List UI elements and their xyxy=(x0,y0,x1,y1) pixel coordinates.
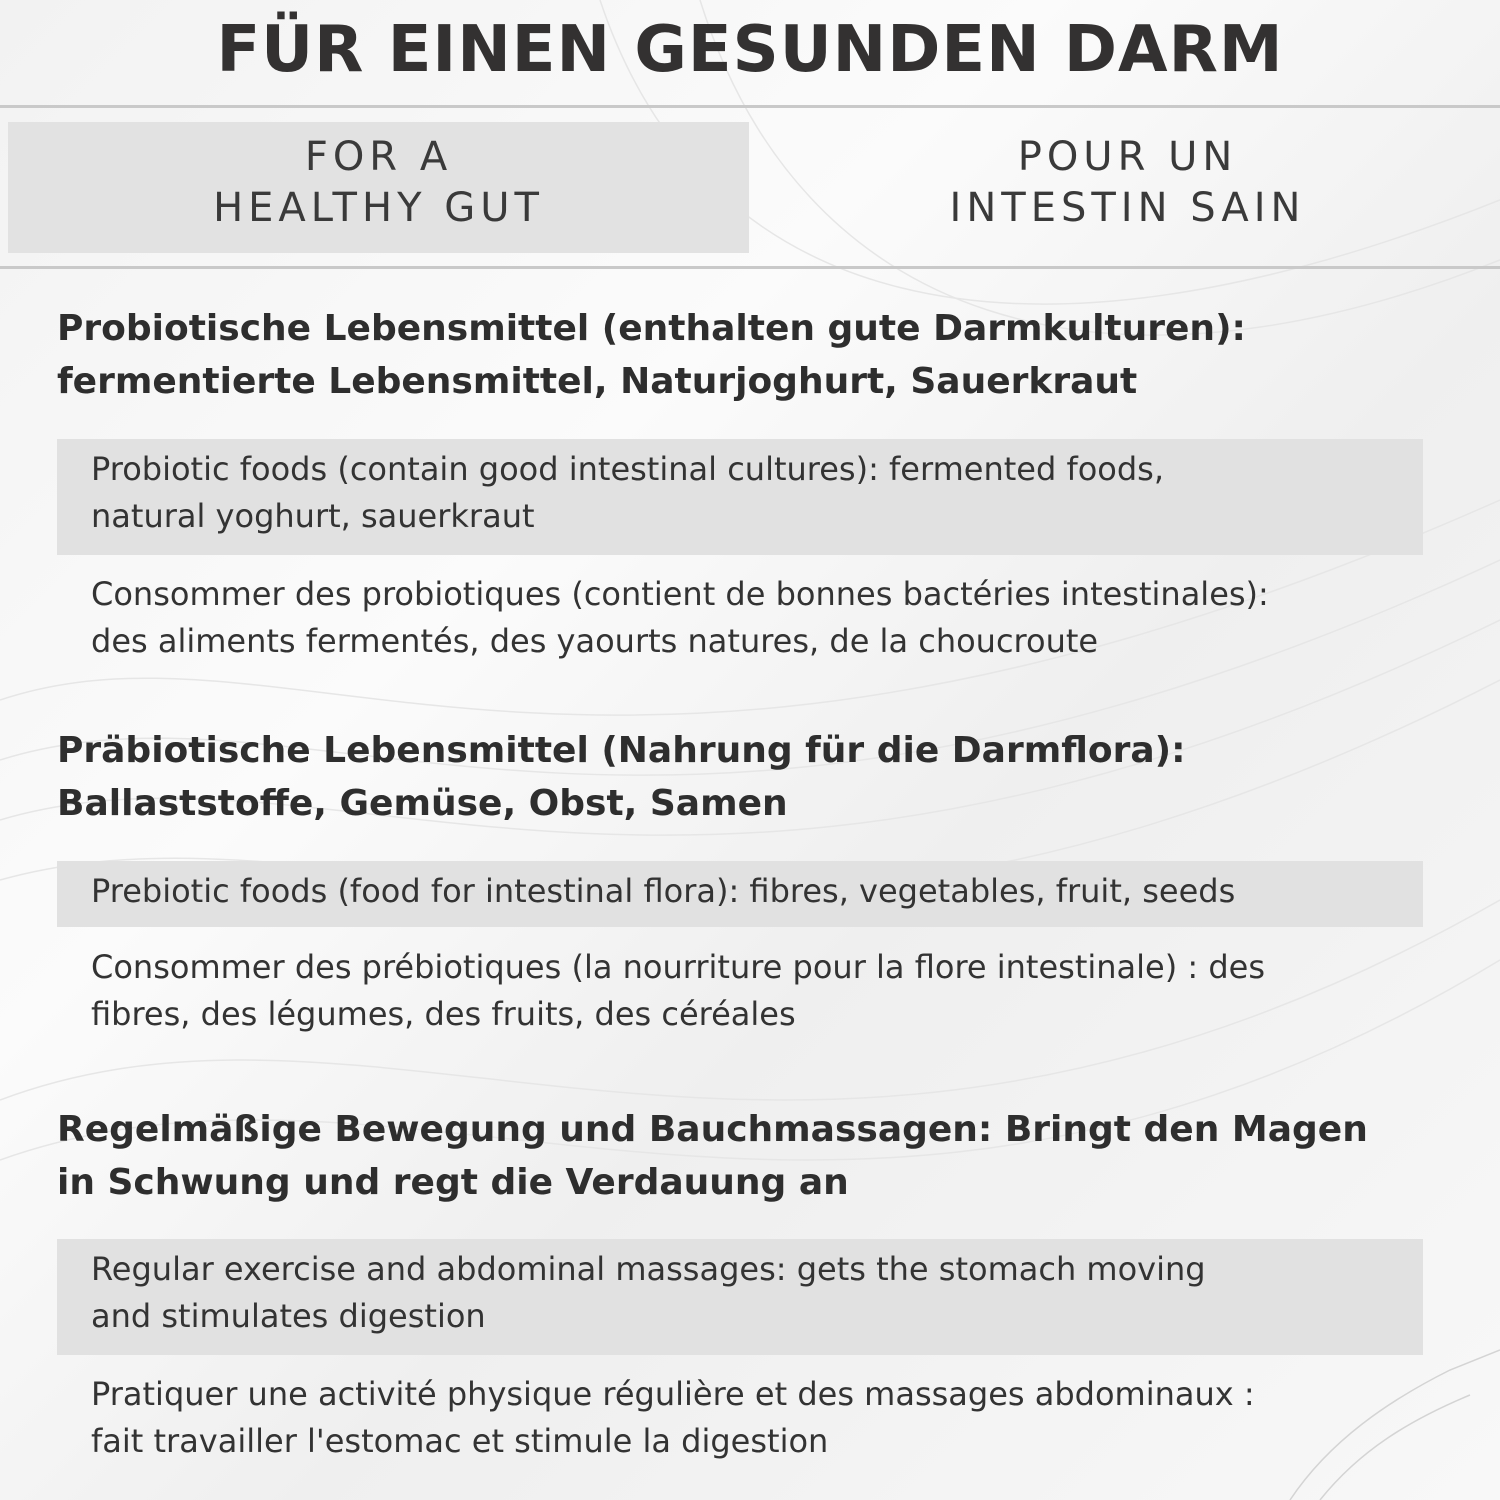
section-3-heading-line1: Regelmäßige Bewegung und Bauchmassagen: Bringt den Magen xyxy=(57,1109,1368,1150)
section-2-fr-line2: fibres, des légumes, des fruits, des céréales xyxy=(91,995,796,1033)
section-3-heading-line2: in Schwung und regt die Verdauung an xyxy=(57,1162,849,1203)
section-3-en-line1: Regular exercise and abdominal massages: gets the stomach moving xyxy=(91,1250,1206,1288)
subtitle-fr xyxy=(755,132,1500,234)
section-2-text-en xyxy=(91,868,1431,915)
subtitle-en-line2: HEALTHY GUT xyxy=(213,185,544,231)
subtitle-fr-line1: POUR UN xyxy=(1017,134,1238,180)
divider-top xyxy=(0,105,1500,108)
section-1-en-line1: Probiotic foods (contain good intestinal cultures): fermented foods, xyxy=(91,450,1165,488)
section-2-fr-line1: Consommer des prébiotiques (la nourriture pour la flore intestinale) : des xyxy=(91,948,1266,986)
subtitle-en xyxy=(8,132,749,234)
section-3-fr-line2: fait travailler l'estomac et stimule la digestion xyxy=(91,1422,829,1460)
section-3-text-fr xyxy=(91,1371,1431,1465)
section-3-fr-line1: Pratiquer une activité physique régulière et des massages abdominaux : xyxy=(91,1375,1255,1413)
section-1-heading-line2: fermentierte Lebensmittel, Naturjoghurt, Sauerkraut xyxy=(57,361,1138,402)
section-2-heading-line2: Ballaststoffe, Gemüse, Obst, Samen xyxy=(57,783,788,824)
divider-bottom xyxy=(0,266,1500,269)
section-1-en-line2: natural yoghurt, sauerkraut xyxy=(91,497,535,535)
section-1-heading-de xyxy=(57,302,1457,408)
section-2-heading-line1: Präbiotische Lebensmittel (Nahrung für die Darmflora): xyxy=(57,730,1186,771)
section-1-fr-line2: des aliments fermentés, des yaourts natures, de la choucroute xyxy=(91,622,1099,660)
section-2-text-fr xyxy=(91,944,1431,1038)
page-title: FÜR EINEN GESUNDEN DARM xyxy=(216,13,1284,87)
section-3-heading-de xyxy=(57,1103,1457,1209)
section-1-heading-line1: Probiotische Lebensmittel (enthalten gute Darmkulturen): xyxy=(57,308,1246,349)
section-1-fr-line1: Consommer des probiotiques (contient de bonnes bactéries intestinales): xyxy=(91,575,1269,613)
subtitle-fr-line2: INTESTIN SAIN xyxy=(949,185,1306,231)
section-2-heading-de xyxy=(57,724,1457,830)
section-2-en-line1: Prebiotic foods (food for intestinal flora): fibres, vegetables, fruit, seeds xyxy=(91,872,1236,910)
section-3-en-line2: and stimulates digestion xyxy=(91,1297,486,1335)
section-1-text-en xyxy=(91,446,1431,540)
subtitle-en-line1: FOR A xyxy=(304,134,453,180)
section-1-text-fr xyxy=(91,571,1431,665)
section-3-text-en xyxy=(91,1246,1431,1340)
